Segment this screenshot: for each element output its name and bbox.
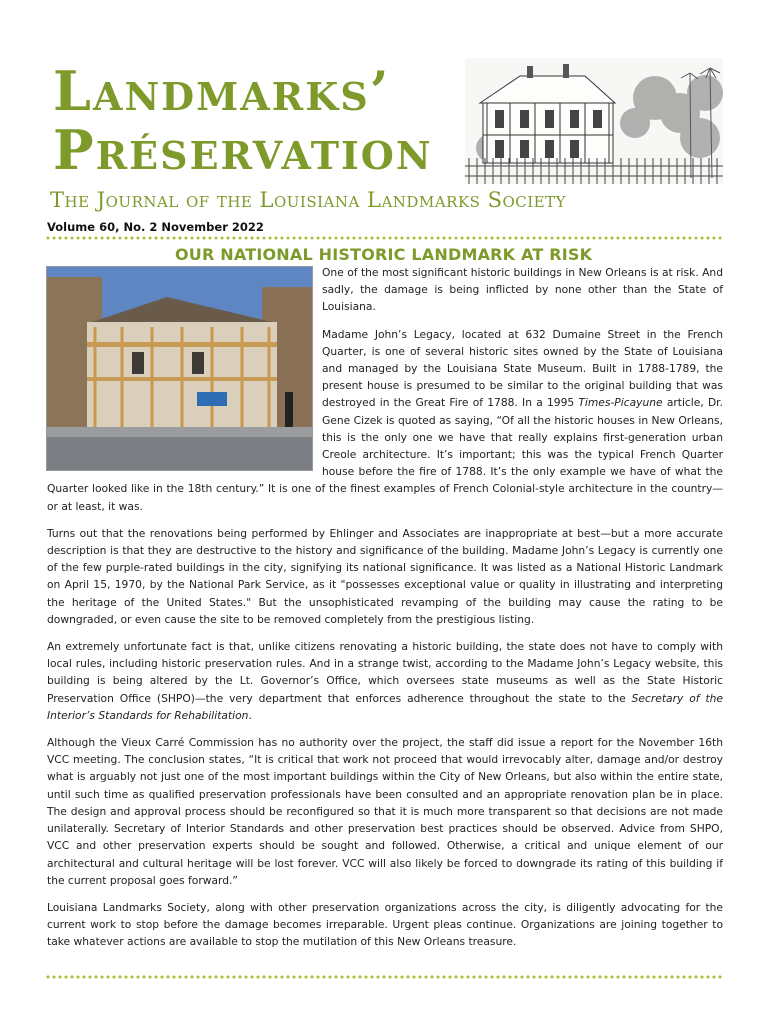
article-paragraph: Although the Vieux Carré Commission has no authority over the project, the staff did issue a report for the November 16th VCC meeting. The conclusion states, “It is critical that work not proceed that would irrevocably alter, damage and/or destroy what is arguably not just one of the most important buildings within the City of New Orleans, but also within the entire state, until such time as qualified preservation professionals have been consulted and an appropriate renovation plan be in place. The design and approval process should be reconfigured so that it is much more transparent so that decisions are not made unilaterally. Secretary of Interior Standards and other preservation best practices should be observed. Advice from SHPO, VCC and other preservation experts should be sought and followed. Otherwise, a critical and unique element of our architectural and cultural heritage will be lost forever. VCC will also likely be forced to downgrade its rating of this building if the current proposal goes forward.” — [47, 736, 723, 887]
divider-bottom — [45, 975, 723, 979]
masthead-title-line2: Préservation — [53, 118, 433, 182]
article-paragraph: An extremely unfortunate fact is that, unlike citizens renovating a historic building, the state does not have to comply with local rules, including historic preservation rules. And in a strange twist, according to the Madame John’s Legacy website, this building is being altered by the Lt. Governor’s Office, which oversees state museums as well as the State Historic Preservation Office (SHPO)—the very department that enforces adherence throughout the state to the Secretary of the Interior’s Standards for Rehabilitation. — [47, 640, 723, 722]
article-paragraph: Louisiana Landmarks Society, along with other preservation organizations across the city, is diligently advocating for the current work to stop before the damage becomes irreparable. Urgent pleas continue. Organizations are joining together to take whatever actions are available to stop the mutilation of this New Orleans treasure. — [47, 900, 723, 949]
masthead-title-line1: Landmarks’ — [53, 59, 391, 123]
article-headline: OUR NATIONAL HISTORIC LANDMARK AT RISK — [175, 245, 593, 264]
article-paragraph: Turns out that the renovations being performed by Ehlinger and Associates are inappropriate at best—but a more accurate description is that they are destructive to the history and significance of the building. Madame John’s Legacy is currently one of the few purple-rated buildings in the city, signifying its national significance. It was listed as a National Historic Landmark on April 15, 1970, by the National Park Service, as it "possesses exceptional value or quality in illustrating and interpreting the heritage of the United States." But the unsophisticated revamping of the building may cause the rating to be downgraded, or even cause the site to be removed completely from the prestigious listing. — [47, 526, 723, 626]
article-paragraph: Madame John’s Legacy, located at 632 Dumaine Street in the French Quarter, is one of several historic sites owned by the State of Louisiana and managed by the Louisiana State Museum. Built in 1788-1789, the present house is presumed to be similar to the original building that was destroyed in the Great Fire of 1788. In a 1995 Times-Picayune article, Dr. Gene Cizek is quoted as saying, “Of all the historic houses in New Orleans, this is the only one we have that really explains first-generation urban Creole architecture. It’s important; this was the typical French Quarter house before the fire of 1788. It’s the only example we have of what the Quarter looked like in the 18th century.” It is one of the finest examples of French Colonial-style architecture in the country—or at least, it was. — [47, 327, 723, 513]
issue-info: Volume 60, No. 2 November 2022 — [47, 220, 264, 234]
journal-subtitle: The Journal of the Louisiana Landmarks Society — [50, 188, 567, 212]
creole-cottage-sketch-icon — [465, 58, 723, 184]
article-body — [47, 264, 723, 961]
article-paragraph: One of the most significant historic buildings in New Orleans is at risk. And sadly, the damage is being inflicted by none other than the State of Louisiana. — [322, 266, 723, 314]
divider-top — [45, 236, 723, 240]
